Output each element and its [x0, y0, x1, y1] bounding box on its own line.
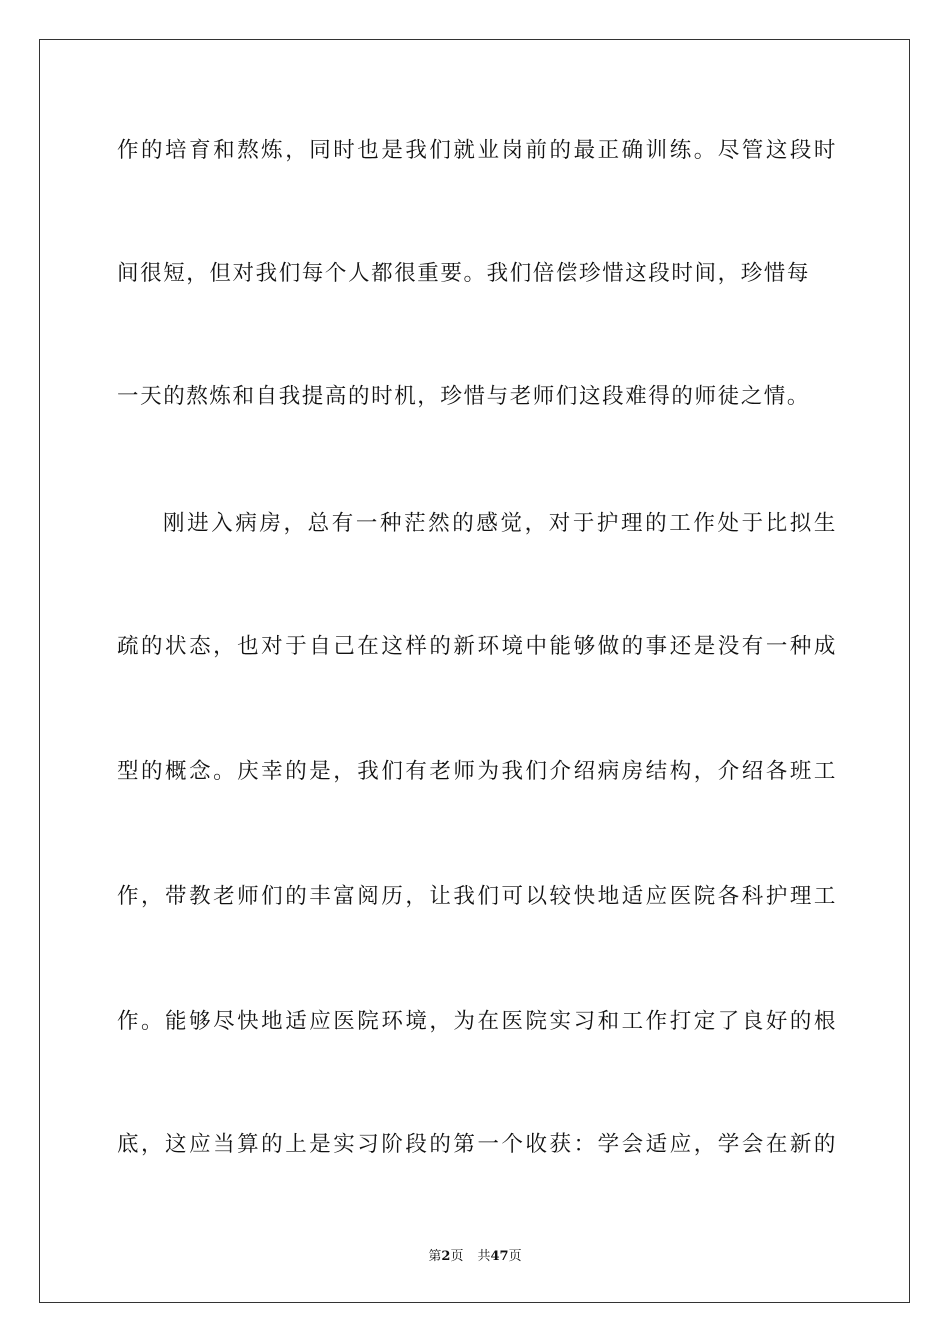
text-line-6: 型的概念。庆幸的是，我们有老师为我们介绍病房结构，介绍各班工 [117, 759, 837, 784]
text-line-9: 底，这应当算的上是实习阶段的第一个收获：学会适应，学会在新的 [117, 1132, 837, 1157]
text-line-1: 作的培育和熬炼，同时也是我们就业岗前的最正确训练。尽管这段时 [117, 138, 837, 163]
text-line-8: 作。能够尽快地适应医院环境，为在医院实习和工作打定了良好的根 [117, 1009, 837, 1034]
text-line-7: 作，带教老师们的丰富阅历，让我们可以较快地适应医院各科护理工 [117, 884, 837, 909]
page-total: 47 [490, 1249, 509, 1264]
total-prefix: 共 [477, 1249, 491, 1264]
page-number: 2 [441, 1249, 451, 1264]
text-line-5: 疏的状态，也对于自己在这样的新环境中能够做的事还是没有一种成 [117, 634, 837, 659]
page-prefix: 第 [428, 1249, 442, 1264]
text-line-3: 一天的熬炼和自我提高的时机，珍惜与老师们这段难得的师徒之情。 [117, 384, 811, 409]
page-suffix: 页 [450, 1249, 464, 1264]
text-line-4: 刚进入病房，总有一种茫然的感觉，对于护理的工作处于比拟生 [163, 511, 837, 536]
text-line-2: 间很短，但对我们每个人都很重要。我们倍偿珍惜这段时间，珍惜每 [117, 261, 811, 286]
page-footer [0, 1248, 950, 1266]
total-suffix: 页 [508, 1249, 522, 1264]
page-frame [39, 39, 910, 1303]
